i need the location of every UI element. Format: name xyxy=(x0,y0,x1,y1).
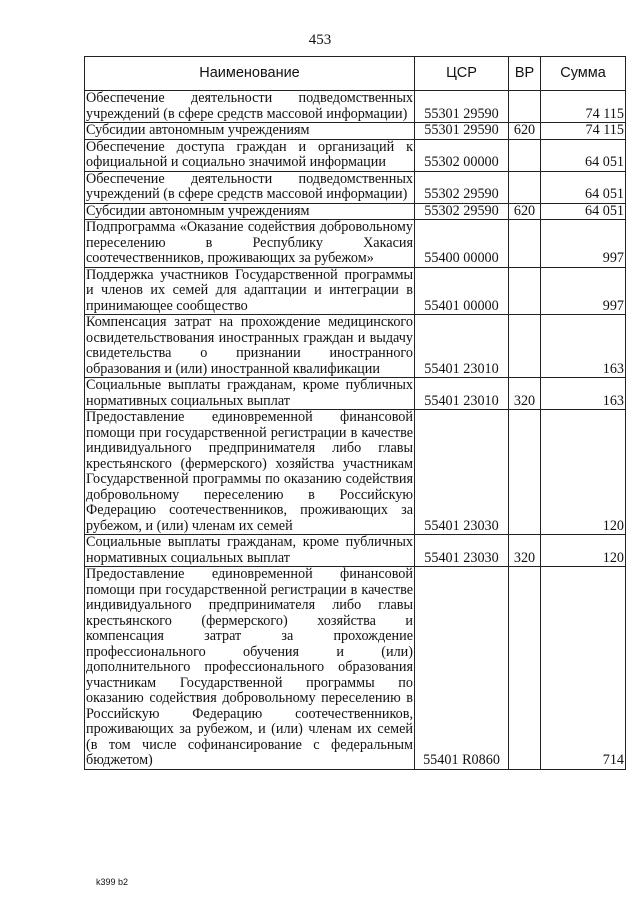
row-csr: 55400 00000 xyxy=(415,220,509,268)
page-footer-code: k399 b2 xyxy=(96,877,129,887)
row-sum: 997 xyxy=(541,220,626,268)
table-row xyxy=(85,123,626,140)
table-row xyxy=(85,203,626,220)
table-row xyxy=(85,535,626,567)
row-sum: 163 xyxy=(541,378,626,410)
row-vr xyxy=(509,220,541,268)
table-row xyxy=(85,91,626,123)
row-sum: 997 xyxy=(541,267,626,315)
row-name: Поддержка участников Государственной программы и членов их семей для адаптации и интеграции в принимающее сообщество xyxy=(86,267,413,314)
row-vr xyxy=(509,171,541,203)
row-name: Обеспечение деятельности подведомственных учреждений (в сфере средств массовой информации) xyxy=(86,171,413,202)
budget-table xyxy=(84,56,626,770)
header-vr: ВР xyxy=(509,57,541,91)
row-name: Субсидии автономным учреждениям xyxy=(85,203,415,220)
row-sum: 74 115 xyxy=(541,123,626,140)
row-vr: 320 xyxy=(509,378,541,410)
row-sum: 74 115 xyxy=(541,91,626,123)
row-name: Социальные выплаты гражданам, кроме публичных нормативных социальных выплат xyxy=(86,377,413,409)
row-sum: 163 xyxy=(541,315,626,378)
row-vr xyxy=(509,267,541,315)
header-name: Наименование xyxy=(85,57,415,91)
row-csr: 55401 23030 xyxy=(415,410,509,535)
table-row xyxy=(85,410,626,535)
row-name: Социальные выплаты гражданам, кроме публичных нормативных социальных выплат xyxy=(86,534,413,566)
row-sum: 64 051 xyxy=(541,139,626,171)
row-csr: 55301 29590 xyxy=(415,123,509,140)
table-row xyxy=(85,139,626,171)
row-name: Предоставление единовременной финансовой помощи при государственной регистрации в качестве индивидуального предпринимателя либо главы крестьянского (фермерского) хозяйства и компенсация затрат за прохождение профессионального обучения и (или) дополнительного профессионального образования участникам Государственной программы по оказанию содействия добровольному переселению в Российскую Федерацию соотечественников, проживающих за рубежом, и (или) членам их семей (в том числе софинансирование с федеральным бюджетом) xyxy=(86,566,413,768)
row-name: Компенсация затрат на прохождение медицинского освидетельствования иностранных граждан и выдачу свидетельства о признании иностранного образования и (или) иностранной квалификации xyxy=(86,314,413,377)
table-row xyxy=(85,378,626,410)
row-name: Подпрограмма «Оказание содействия добровольному переселению в Республику Хакасия соотечественников, проживающих за рубежом» xyxy=(86,219,413,266)
row-vr: 320 xyxy=(509,535,541,567)
header-sum: Сумма xyxy=(541,57,626,91)
row-csr: 55401 00000 xyxy=(415,267,509,315)
table-header-row xyxy=(85,57,626,91)
row-sum: 120 xyxy=(541,535,626,567)
header-csr: ЦСР xyxy=(415,57,509,91)
table-row xyxy=(85,171,626,203)
row-csr: 55302 29590 xyxy=(415,203,509,220)
row-vr: 620 xyxy=(509,203,541,220)
row-name: Субсидии автономным учреждениям xyxy=(85,123,415,140)
table-row xyxy=(85,567,626,770)
row-csr: 55401 R0860 xyxy=(415,567,509,770)
table-row xyxy=(85,220,626,268)
row-name: Обеспечение деятельности подведомственных учреждений (в сфере средств массовой информации) xyxy=(86,90,413,122)
table-row xyxy=(85,315,626,378)
row-csr: 55302 29590 xyxy=(415,171,509,203)
row-sum: 120 xyxy=(541,410,626,535)
row-vr xyxy=(509,567,541,770)
row-name: Обеспечение доступа граждан и организаций к официальной и социально значимой информации xyxy=(86,139,413,170)
row-csr: 55301 29590 xyxy=(415,91,509,123)
row-vr xyxy=(509,410,541,535)
row-name: Предоставление единовременной финансовой помощи при государственной регистрации в качестве индивидуального предпринимателя либо главы крестьянского (фермерского) хозяйства участникам Государственной программы по оказанию содействия добровольному переселению в Российскую Федерацию соотечественников, проживающих за рубежом, и (или) членам их семей xyxy=(86,409,413,534)
row-csr: 55302 00000 xyxy=(415,139,509,171)
table-row xyxy=(85,267,626,315)
row-sum: 64 051 xyxy=(541,171,626,203)
row-vr xyxy=(509,315,541,378)
row-csr: 55401 23030 xyxy=(415,535,509,567)
row-vr: 620 xyxy=(509,123,541,140)
row-vr xyxy=(509,139,541,171)
row-csr: 55401 23010 xyxy=(415,315,509,378)
row-csr: 55401 23010 xyxy=(415,378,509,410)
row-vr xyxy=(509,91,541,123)
row-sum: 714 xyxy=(541,567,626,770)
row-sum: 64 051 xyxy=(541,203,626,220)
page-number: 453 xyxy=(308,32,332,48)
